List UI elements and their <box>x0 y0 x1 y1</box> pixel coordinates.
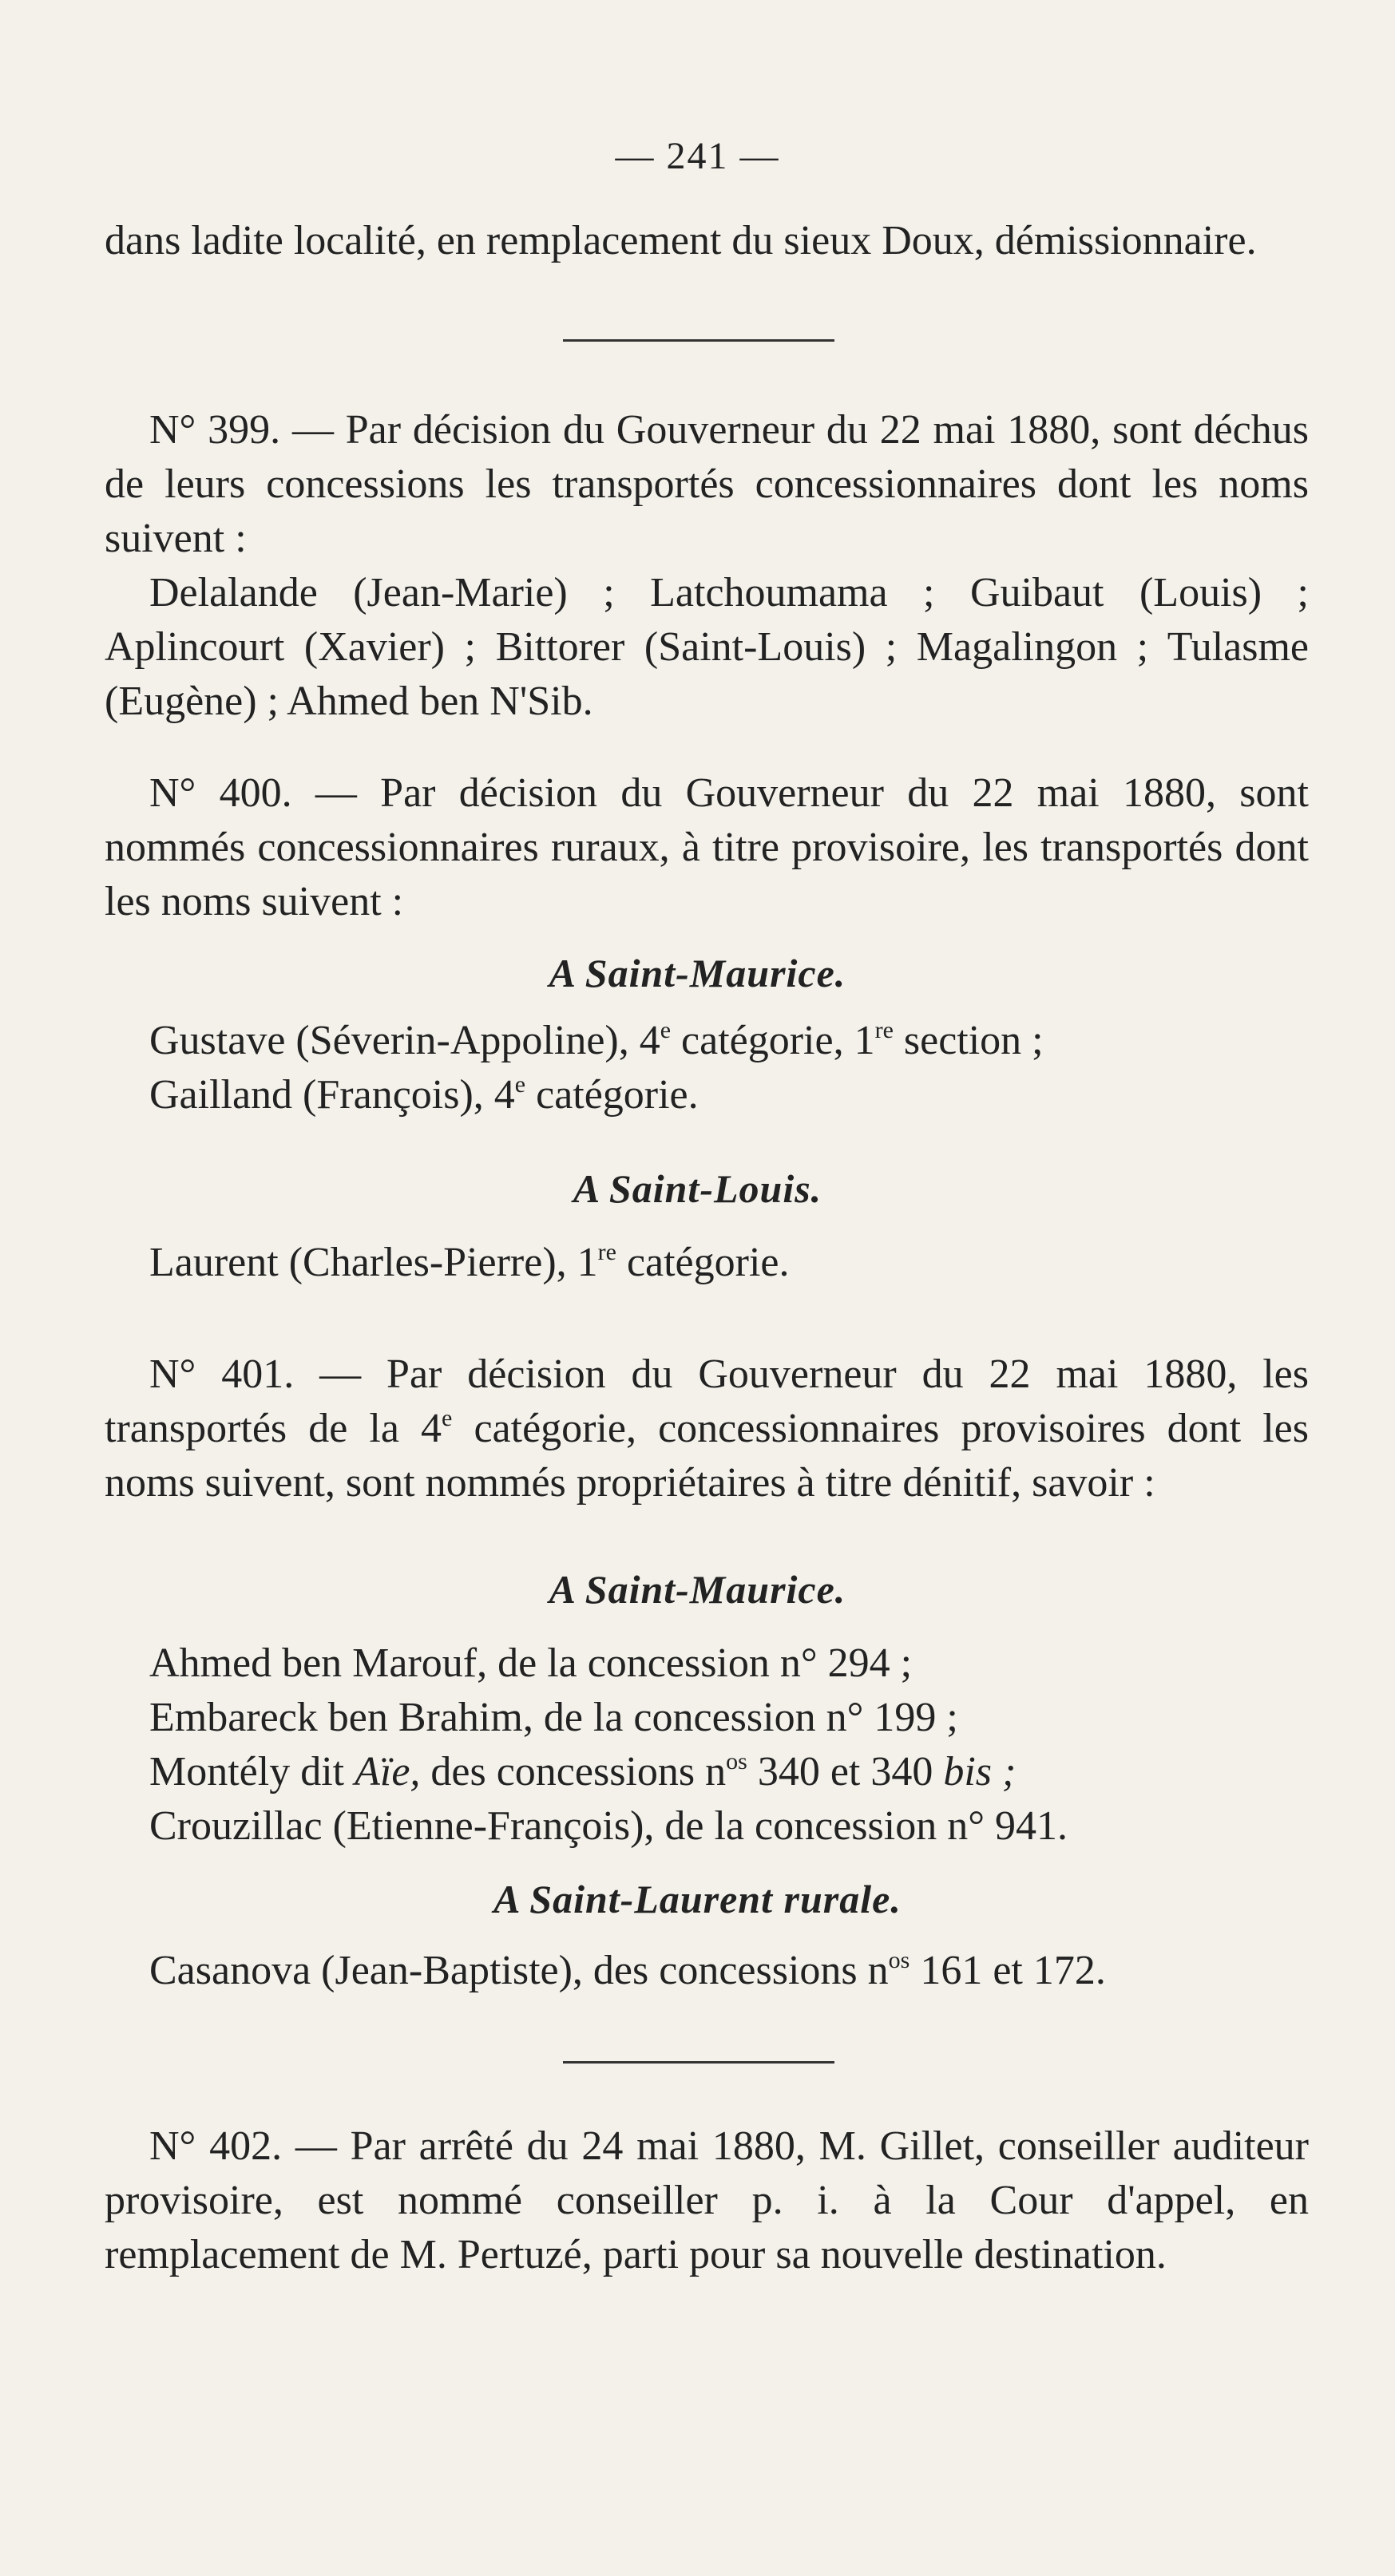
entry-400-line-1: Gustave (Séverin-Appoline), 4e catégorie, 1re section ; <box>149 1017 1044 1063</box>
entry-402 <box>105 2119 1309 2282</box>
page-number: — 241 — <box>615 135 780 177</box>
entry-401-line-1: Ahmed ben Marouf, de la concession n° 294 ; <box>149 1640 913 1686</box>
section-divider-2 <box>563 2061 834 2064</box>
entry-401-text: N° 401. — Par décision du Gouverneur du 22 mai 1880, les transportés de la 4e catégorie, concessionnaires provisoires dont les noms suivent, sont nommés propriétaires à titre dénitif, savoir : <box>105 1351 1309 1506</box>
entry-400 <box>105 766 1309 929</box>
entry-400-line-3: Laurent (Charles-Pierre), 1re catégorie. <box>149 1239 790 1285</box>
entry-402-text: N° 402. — Par arrêté du 24 mai 1880, M. Gillet, conseiller auditeur provisoire, est nommé conseiller p. i. à la Cour d'appel, en remplacement de M. Pertuzé, parti pour sa nouvelle destination. <box>105 2123 1309 2277</box>
entry-401 <box>105 1347 1309 1510</box>
entry-399-text: N° 399. — Par décision du Gouverneur du 22 mai 1880, sont déchus de leurs concessions les transportés concessionnaires dont les noms suivent : <box>105 407 1309 561</box>
entry-401-line-4: Crouzillac (Etienne-François), de la concession n° 941. <box>149 1803 1068 1849</box>
entry-400-list-2 <box>105 1236 1309 1290</box>
entry-400-text: N° 400. — Par décision du Gouverneur du 22 mai 1880, sont nommés concessionnaires ruraux, à titre provisoire, les transportés dont les noms suivent : <box>105 770 1309 924</box>
entry-400-list-1 <box>105 1014 1309 1122</box>
section-divider <box>563 339 834 342</box>
entry-401-line-3: Montély dit Aïe, des concessions $n^{os}$ 340 et 340 bis ; <box>149 1748 1017 1794</box>
entry-401-line-2: Embareck ben Brahim, de la concession n° 199 ; <box>149 1695 958 1740</box>
entry-401-list-1 <box>105 1636 1309 1854</box>
entry-400-line-2: Gailland (François), 4e catégorie. <box>149 1071 699 1118</box>
entry-400-heading-saint-louis: A Saint-Louis. <box>573 1166 822 1211</box>
entry-401-list-2 <box>105 1944 1309 1998</box>
entry-401-heading-saint-maurice: A Saint-Maurice. <box>549 1567 846 1612</box>
entry-401-line-5: Casanova (Jean-Baptiste), des concessions $n^{os}$ 161 et 172. <box>149 1947 1106 1993</box>
intro-paragraph <box>105 214 1309 268</box>
entry-399 <box>105 403 1309 729</box>
entry-400-heading-saint-maurice: A Saint-Maurice. <box>549 951 846 995</box>
entry-399-names: Delalande (Jean-Marie) ; Latchoumama ; Guibaut (Louis) ; Aplincourt (Xavier) ; Bittorer (Saint-Louis) ; Magalingon ; Tulasme (Eugène) ; Ahmed ben N'Sib. <box>105 570 1309 724</box>
entry-401-heading-saint-laurent: A Saint-Laurent rurale. <box>493 1877 902 1921</box>
intro-text: dans ladite localité, en remplacement du sieux Doux, démissionnaire. <box>105 218 1257 263</box>
